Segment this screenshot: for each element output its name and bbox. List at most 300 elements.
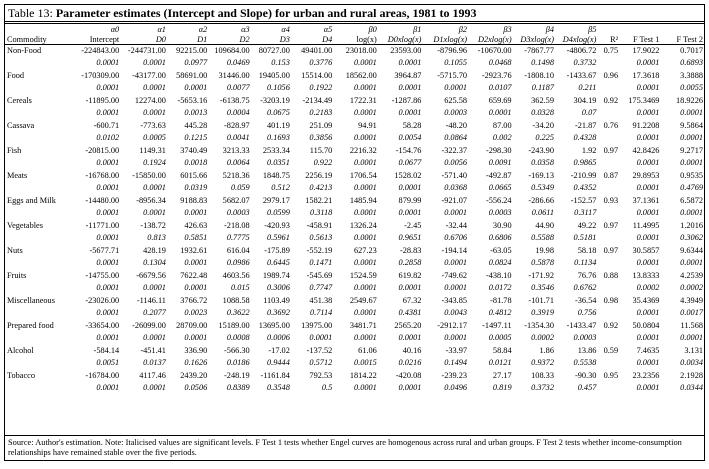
estimate-cell: 426.63 [184, 221, 208, 230]
significance-cell: 0.0001 [444, 208, 468, 217]
estimate-cell: 0.95 [603, 371, 619, 380]
blank-cell [5, 132, 72, 145]
estimate-cell: 29.8953 [632, 171, 660, 180]
estimate-cell: 2.1928 [680, 371, 703, 380]
significance-cell: 0.8389 [226, 383, 250, 392]
significance-cell: 0.0001 [353, 283, 377, 292]
significance-cell: 0.0599 [267, 208, 290, 217]
estimate-cell: -584.14 [93, 346, 120, 355]
significance-cell: 0.0001 [680, 258, 703, 267]
estimate-cell: 0.59 [603, 346, 619, 355]
significance-cell [597, 107, 619, 120]
column-header: D2xlog(x) [477, 34, 512, 44]
significance-cell: 0.0001 [96, 158, 120, 167]
significance-row [5, 57, 704, 70]
estimate-cell: 0.97 [603, 146, 619, 155]
table-number: Table 13: [8, 6, 53, 20]
table-row [5, 170, 704, 182]
estimate-cell: -6679.56 [136, 271, 166, 280]
table-row [5, 270, 704, 282]
estimate-cell: -1146.11 [136, 296, 166, 305]
table-row [5, 70, 704, 82]
significance-cell: 0.0172 [488, 283, 512, 292]
estimate-cell: 0.97 [603, 221, 619, 230]
estimate-cell: 401.19 [267, 121, 290, 130]
significance-cell: 0.512 [271, 183, 290, 192]
commodity-name: Tobacco [7, 371, 35, 380]
estimate-cell: -81.78 [490, 296, 512, 305]
estimate-cell: 108.33 [531, 371, 554, 380]
estimate-cell: -21.87 [574, 121, 597, 130]
estimate-cell: -14755.00 [85, 271, 120, 280]
significance-cell [597, 182, 619, 195]
header-symbol-cell: β4 [545, 24, 554, 34]
column-header: Commodity [7, 34, 47, 44]
commodity-name: Alcohol [7, 346, 34, 355]
estimate-cell: -773.63 [140, 121, 166, 130]
table-caption: Parameter estimates (Intercept and Slope) for urban and rural areas, 1981 to 1993 [55, 6, 477, 20]
significance-cell: 0.4769 [680, 183, 703, 192]
estimate-cell: -6138.75 [219, 96, 250, 105]
estimate-cell: 11.568 [680, 321, 703, 330]
significance-cell: 0.0469 [226, 58, 250, 67]
significance-cell: 0.0611 [531, 208, 554, 217]
estimate-cell: 17.3618 [632, 71, 660, 80]
significance-cell: 0.0006 [267, 333, 290, 342]
estimate-cell: 42.8426 [632, 146, 660, 155]
estimate-cell: 13.86 [577, 346, 597, 355]
significance-cell: 0.0003 [226, 208, 250, 217]
significance-row [5, 232, 704, 245]
significance-cell: 0.1055 [444, 58, 468, 67]
estimate-cell: -36.54 [574, 296, 597, 305]
estimate-cell: -15850.00 [132, 171, 166, 180]
estimate-cell: 2256.19 [305, 171, 333, 180]
estimate-cell: 3481.71 [349, 321, 377, 330]
significance-cell: 0.9865 [573, 158, 597, 167]
estimate-cell: 19.98 [535, 246, 554, 255]
estimate-cell: -17.02 [268, 346, 290, 355]
header-symbol-cell: β2 [458, 24, 468, 34]
estimate-cell: 1722.31 [349, 96, 377, 105]
estimate-cell: -171.92 [528, 271, 554, 280]
significance-cell: 0.0001 [488, 108, 512, 117]
significance-cell: 0.0001 [444, 258, 468, 267]
estimate-cell: -451.41 [140, 346, 166, 355]
table-row [5, 195, 704, 207]
significance-cell: 0.4352 [573, 183, 597, 192]
significance-cell: 0.0001 [353, 383, 377, 392]
significance-cell: 0.0001 [680, 158, 703, 167]
significance-cell: 0.0344 [680, 383, 703, 392]
estimate-cell: 17.9022 [632, 46, 660, 55]
estimate-cell: 9.6344 [680, 246, 703, 255]
significance-cell: 0.0824 [488, 258, 512, 267]
header-symbol-cell [660, 24, 704, 34]
significance-cell: 0.1494 [444, 358, 468, 367]
significance-cell: 0.1056 [267, 83, 290, 92]
estimate-cell: 37.1361 [632, 196, 660, 205]
significance-cell [597, 207, 619, 220]
header-symbol-cell: β0 [368, 24, 377, 34]
significance-cell: 0.1693 [267, 133, 290, 142]
estimate-cell: -218.08 [224, 221, 250, 230]
column-header: D2 [239, 34, 250, 44]
estimate-cell: 3.131 [684, 346, 703, 355]
significance-cell: 0.225 [535, 133, 554, 142]
estimate-cell: 3964.87 [394, 71, 422, 80]
table-row [5, 320, 704, 332]
estimate-cell: -4806.72 [566, 46, 597, 55]
significance-cell: 0.5588 [531, 233, 554, 242]
estimate-cell: 61.06 [358, 346, 377, 355]
significance-cell: 0.0013 [184, 108, 208, 117]
significance-cell: 0.6762 [573, 283, 597, 292]
significance-cell: 0.0055 [680, 83, 703, 92]
significance-cell: 0.5851 [184, 233, 208, 242]
significance-cell: 0.3692 [267, 308, 290, 317]
significance-cell: 0.0001 [398, 283, 422, 292]
estimate-cell: -63.05 [490, 246, 512, 255]
estimate-cell: 18.9226 [676, 96, 703, 105]
table-row [5, 45, 704, 58]
significance-cell: 0.6806 [488, 233, 512, 242]
estimate-cell: 4.3949 [680, 296, 703, 305]
significance-row [5, 132, 704, 145]
blank-cell [5, 182, 72, 195]
blank-cell [5, 232, 72, 245]
significance-row [5, 82, 704, 95]
estimate-cell: -34.20 [532, 121, 554, 130]
significance-cell: 0.0005 [488, 333, 512, 342]
significance-cell: 0.0368 [444, 183, 468, 192]
blank-cell [5, 207, 72, 220]
estimate-cell: 92215.00 [176, 46, 208, 55]
estimate-cell: 3766.72 [180, 296, 208, 305]
significance-cell: 0.5538 [573, 358, 597, 367]
blank-cell [5, 307, 72, 320]
table-row [5, 145, 704, 157]
significance-cell: 0.0001 [353, 133, 377, 142]
significance-cell: 0.6893 [680, 58, 703, 67]
estimate-cell: 1088.58 [222, 296, 250, 305]
significance-cell: 0.0001 [184, 258, 208, 267]
significance-cell: 0.0001 [353, 308, 377, 317]
estimate-cell: 6015.66 [180, 171, 208, 180]
significance-cell: 0.9444 [267, 358, 290, 367]
significance-cell [597, 257, 619, 270]
estimate-cell: 1848.75 [262, 171, 290, 180]
estimate-cell: -224843.00 [81, 46, 120, 55]
estimate-cell: 58.28 [402, 121, 422, 130]
significance-cell: 0.0001 [398, 383, 422, 392]
estimate-cell: -749.62 [441, 271, 468, 280]
column-header: D4 [322, 34, 333, 44]
estimate-cell: 1.2016 [680, 221, 703, 230]
significance-cell: 0.0001 [143, 108, 166, 117]
significance-cell: 0.1498 [531, 58, 554, 67]
significance-cell: 0.0002 [636, 283, 660, 292]
significance-cell: 0.0001 [353, 258, 377, 267]
significance-row [5, 357, 704, 370]
estimate-cell: 1.92 [581, 146, 597, 155]
significance-row [5, 107, 704, 120]
estimate-cell: 362.59 [531, 96, 554, 105]
blank-cell [5, 157, 72, 170]
estimate-cell: 58.18 [577, 246, 597, 255]
estimate-cell: 0.88 [603, 271, 619, 280]
estimate-cell: 23018.00 [345, 46, 377, 55]
estimate-cell: -458.91 [306, 221, 333, 230]
significance-cell: 0.0023 [184, 308, 208, 317]
significance-cell: 0.0506 [184, 383, 208, 392]
estimate-cell: 1149.31 [139, 146, 166, 155]
significance-cell: 0.0064 [226, 158, 250, 167]
significance-cell: 0.0001 [636, 183, 660, 192]
estimate-cell: -828.97 [224, 121, 250, 130]
estimate-cell: -138.72 [140, 221, 166, 230]
estimate-cell: 12274.00 [134, 96, 166, 105]
commodity-name: Cereals [7, 96, 32, 105]
estimate-cell: -43177.00 [132, 71, 166, 80]
significance-cell: 0.0001 [636, 258, 660, 267]
significance-cell: 0.0001 [184, 208, 208, 217]
significance-cell: 0.0017 [680, 308, 703, 317]
significance-cell: 0.0001 [398, 208, 422, 217]
estimate-cell: -1433.67 [566, 71, 597, 80]
significance-cell [597, 57, 619, 70]
significance-cell: 0.0001 [636, 83, 660, 92]
estimate-cell: 15189.00 [218, 321, 250, 330]
significance-cell [597, 157, 619, 170]
significance-cell: 0.0001 [96, 233, 120, 242]
significance-cell: 0.2858 [398, 258, 422, 267]
column-header: D3 [279, 34, 290, 44]
significance-cell: 0.7114 [310, 308, 333, 317]
significance-cell: 0.3622 [226, 308, 250, 317]
parameter-table [5, 24, 704, 395]
column-header: Intercept [89, 34, 120, 44]
significance-cell: 0.0001 [636, 58, 660, 67]
estimate-cell: -492.87 [486, 171, 512, 180]
significance-cell: 0.0001 [444, 333, 468, 342]
significance-cell: 0.0001 [398, 183, 422, 192]
estimate-cell: -28.83 [399, 246, 422, 255]
commodity-name: Prepared food [7, 321, 54, 330]
significance-cell: 0.1215 [184, 133, 208, 142]
significance-cell: 0.0001 [96, 83, 120, 92]
estimate-cell: -32.44 [445, 221, 468, 230]
estimate-cell: -33654.00 [85, 321, 120, 330]
estimate-cell: 1814.22 [349, 371, 377, 380]
significance-cell: 0.0986 [226, 258, 250, 267]
significance-cell: 0.0001 [680, 108, 703, 117]
significance-cell: 0.0001 [96, 258, 120, 267]
estimate-cell: 3740.49 [180, 146, 208, 155]
significance-cell: 0.015 [230, 283, 250, 292]
significance-cell: 0.0001 [353, 83, 377, 92]
estimate-cell: -7867.77 [524, 46, 554, 55]
significance-cell: 0.0091 [488, 158, 512, 167]
significance-cell: 0.3062 [680, 233, 703, 242]
estimate-cell: 50.0804 [632, 321, 660, 330]
significance-cell: 0.0001 [143, 383, 166, 392]
significance-cell: 0.3006 [267, 283, 290, 292]
estimate-cell: -921.07 [441, 196, 468, 205]
table-row [5, 95, 704, 107]
significance-cell: 0.3546 [531, 283, 554, 292]
estimate-cell: 13695.00 [258, 321, 290, 330]
significance-cell: 0.0001 [184, 83, 208, 92]
commodity-name: Non-Food [7, 46, 42, 55]
significance-cell: 0.813 [147, 233, 166, 242]
significance-cell: 0.4812 [488, 308, 512, 317]
estimate-cell: 7622.48 [180, 271, 208, 280]
commodity-name: Cassava [7, 121, 35, 130]
estimate-cell: 0.98 [603, 296, 619, 305]
significance-cell: 0.0001 [398, 108, 422, 117]
estimate-cell: -20815.00 [85, 146, 120, 155]
estimate-cell: -10670.00 [477, 46, 512, 55]
estimate-cell: 9188.83 [180, 196, 208, 205]
estimate-cell: 4603.56 [222, 271, 250, 280]
significance-cell: 0.0001 [96, 283, 120, 292]
significance-cell: 0.0054 [398, 133, 422, 142]
estimate-cell: -11771.00 [85, 221, 120, 230]
significance-cell: 0.5613 [309, 233, 333, 242]
estimate-cell: 13.8333 [632, 271, 660, 280]
estimate-cell: 879.99 [398, 196, 422, 205]
significance-cell: 0.1471 [309, 258, 333, 267]
significance-cell: 0.0358 [531, 158, 554, 167]
significance-row [5, 332, 704, 345]
significance-cell: 0.0051 [96, 358, 120, 367]
significance-cell: 0.0003 [573, 333, 597, 342]
estimate-cell: 792.53 [309, 371, 333, 380]
significance-cell: 0.3548 [267, 383, 290, 392]
estimate-cell: -16784.00 [85, 371, 120, 380]
estimate-cell: -170309.00 [81, 71, 120, 80]
estimate-cell: -2923.76 [481, 71, 512, 80]
estimate-cell: 0.75 [603, 46, 619, 55]
header-symbol-cell: α4 [281, 24, 290, 34]
significance-cell: 0.0001 [680, 333, 703, 342]
estimate-cell: 44.90 [535, 221, 554, 230]
significance-cell: 0.0001 [353, 208, 377, 217]
significance-cell: 0.0018 [184, 158, 208, 167]
table-row [5, 295, 704, 307]
significance-cell: 0.5349 [531, 183, 554, 192]
estimate-cell: -2134.49 [302, 96, 333, 105]
estimate-cell: -48.20 [445, 121, 468, 130]
estimate-cell: -1354.30 [524, 321, 554, 330]
significance-cell: 0.0001 [184, 283, 208, 292]
estimate-cell: 2439.20 [180, 371, 208, 380]
significance-row [5, 157, 704, 170]
blank-cell [5, 57, 72, 70]
significance-cell: 0.1134 [574, 258, 597, 267]
estimate-cell: 445.28 [184, 121, 208, 130]
estimate-cell: 7.4635 [636, 346, 660, 355]
estimate-cell: -420.93 [264, 221, 290, 230]
estimate-cell: -343.85 [441, 296, 468, 305]
significance-cell: 0.0004 [226, 108, 250, 117]
estimate-cell: -566.30 [224, 346, 250, 355]
estimate-cell: 4117.46 [139, 371, 166, 380]
estimate-cell: -16768.00 [85, 171, 120, 180]
estimate-cell: -194.14 [441, 246, 468, 255]
significance-cell: 0.0001 [96, 208, 120, 217]
significance-cell: 0.922 [313, 158, 333, 167]
header-symbol-cell [619, 24, 660, 34]
estimate-cell: -1497.11 [482, 321, 512, 330]
significance-cell [597, 282, 619, 295]
significance-cell: 0.0001 [636, 308, 660, 317]
estimate-cell: 0.76 [603, 121, 619, 130]
estimate-cell: 1582.21 [305, 196, 333, 205]
estimate-cell: -2.45 [404, 221, 422, 230]
significance-cell: 0.3776 [309, 58, 333, 67]
estimate-cell: -175.89 [264, 246, 290, 255]
column-header: D3xlog(x) [520, 34, 554, 44]
significance-cell: 0.3919 [531, 308, 554, 317]
significance-cell: 0.2183 [309, 108, 333, 117]
table-row [5, 370, 704, 382]
estimate-cell: -5715.70 [437, 71, 468, 80]
significance-cell: 0.0001 [143, 83, 166, 92]
estimate-cell: 49.22 [577, 221, 597, 230]
estimate-cell: -210.99 [570, 171, 597, 180]
significance-cell: 0.3856 [309, 133, 333, 142]
column-header: F Test 1 [632, 34, 660, 44]
estimate-cell: -1808.10 [524, 71, 554, 80]
header-symbol-cell: β5 [588, 24, 597, 34]
blank-cell [5, 257, 72, 270]
estimate-cell: -420.08 [395, 371, 422, 380]
column-header: D0xlog(x) [387, 34, 422, 44]
column-header: F Test 2 [676, 34, 703, 44]
column-header: D1xlog(x) [433, 34, 468, 44]
significance-cell: 0.0043 [444, 308, 468, 317]
significance-cell: 0.4381 [398, 308, 422, 317]
significance-cell: 0.0468 [488, 58, 512, 67]
significance-cell: 0.0675 [267, 108, 290, 117]
significance-cell: 0.4328 [573, 133, 597, 142]
significance-cell: 0.7747 [309, 283, 333, 292]
estimate-cell: 625.58 [444, 96, 468, 105]
estimate-cell: 1.86 [539, 346, 554, 355]
table-footnote: Source: Author's estimation. Note: Italicised values are significant levels. F Test 1 tests whether Engel curves are homogenous across rural and urban groups. F Test 2 tests whether income-consumption relationships have remained stable over the five periods. [5, 435, 704, 460]
estimate-cell: 1989.74 [262, 271, 290, 280]
estimate-cell: 35.4369 [632, 296, 660, 305]
significance-cell: 0.0001 [96, 108, 120, 117]
estimate-cell: 11.4995 [632, 221, 660, 230]
significance-cell: 0.0001 [96, 333, 120, 342]
header-symbol-row [5, 24, 704, 34]
estimate-cell: 31446.00 [218, 71, 250, 80]
significance-cell [597, 357, 619, 370]
significance-cell: 0.0677 [398, 158, 422, 167]
significance-cell: 0.0077 [226, 83, 250, 92]
estimate-cell: -14480.00 [85, 196, 120, 205]
estimate-cell: 23.2356 [632, 371, 660, 380]
estimate-cell: 91.2208 [632, 121, 660, 130]
estimate-cell: -2912.17 [437, 321, 468, 330]
significance-row [5, 257, 704, 270]
significance-cell: 0.9372 [531, 358, 554, 367]
estimate-cell: 3213.33 [222, 146, 250, 155]
estimate-cell: 109684.00 [214, 46, 250, 55]
